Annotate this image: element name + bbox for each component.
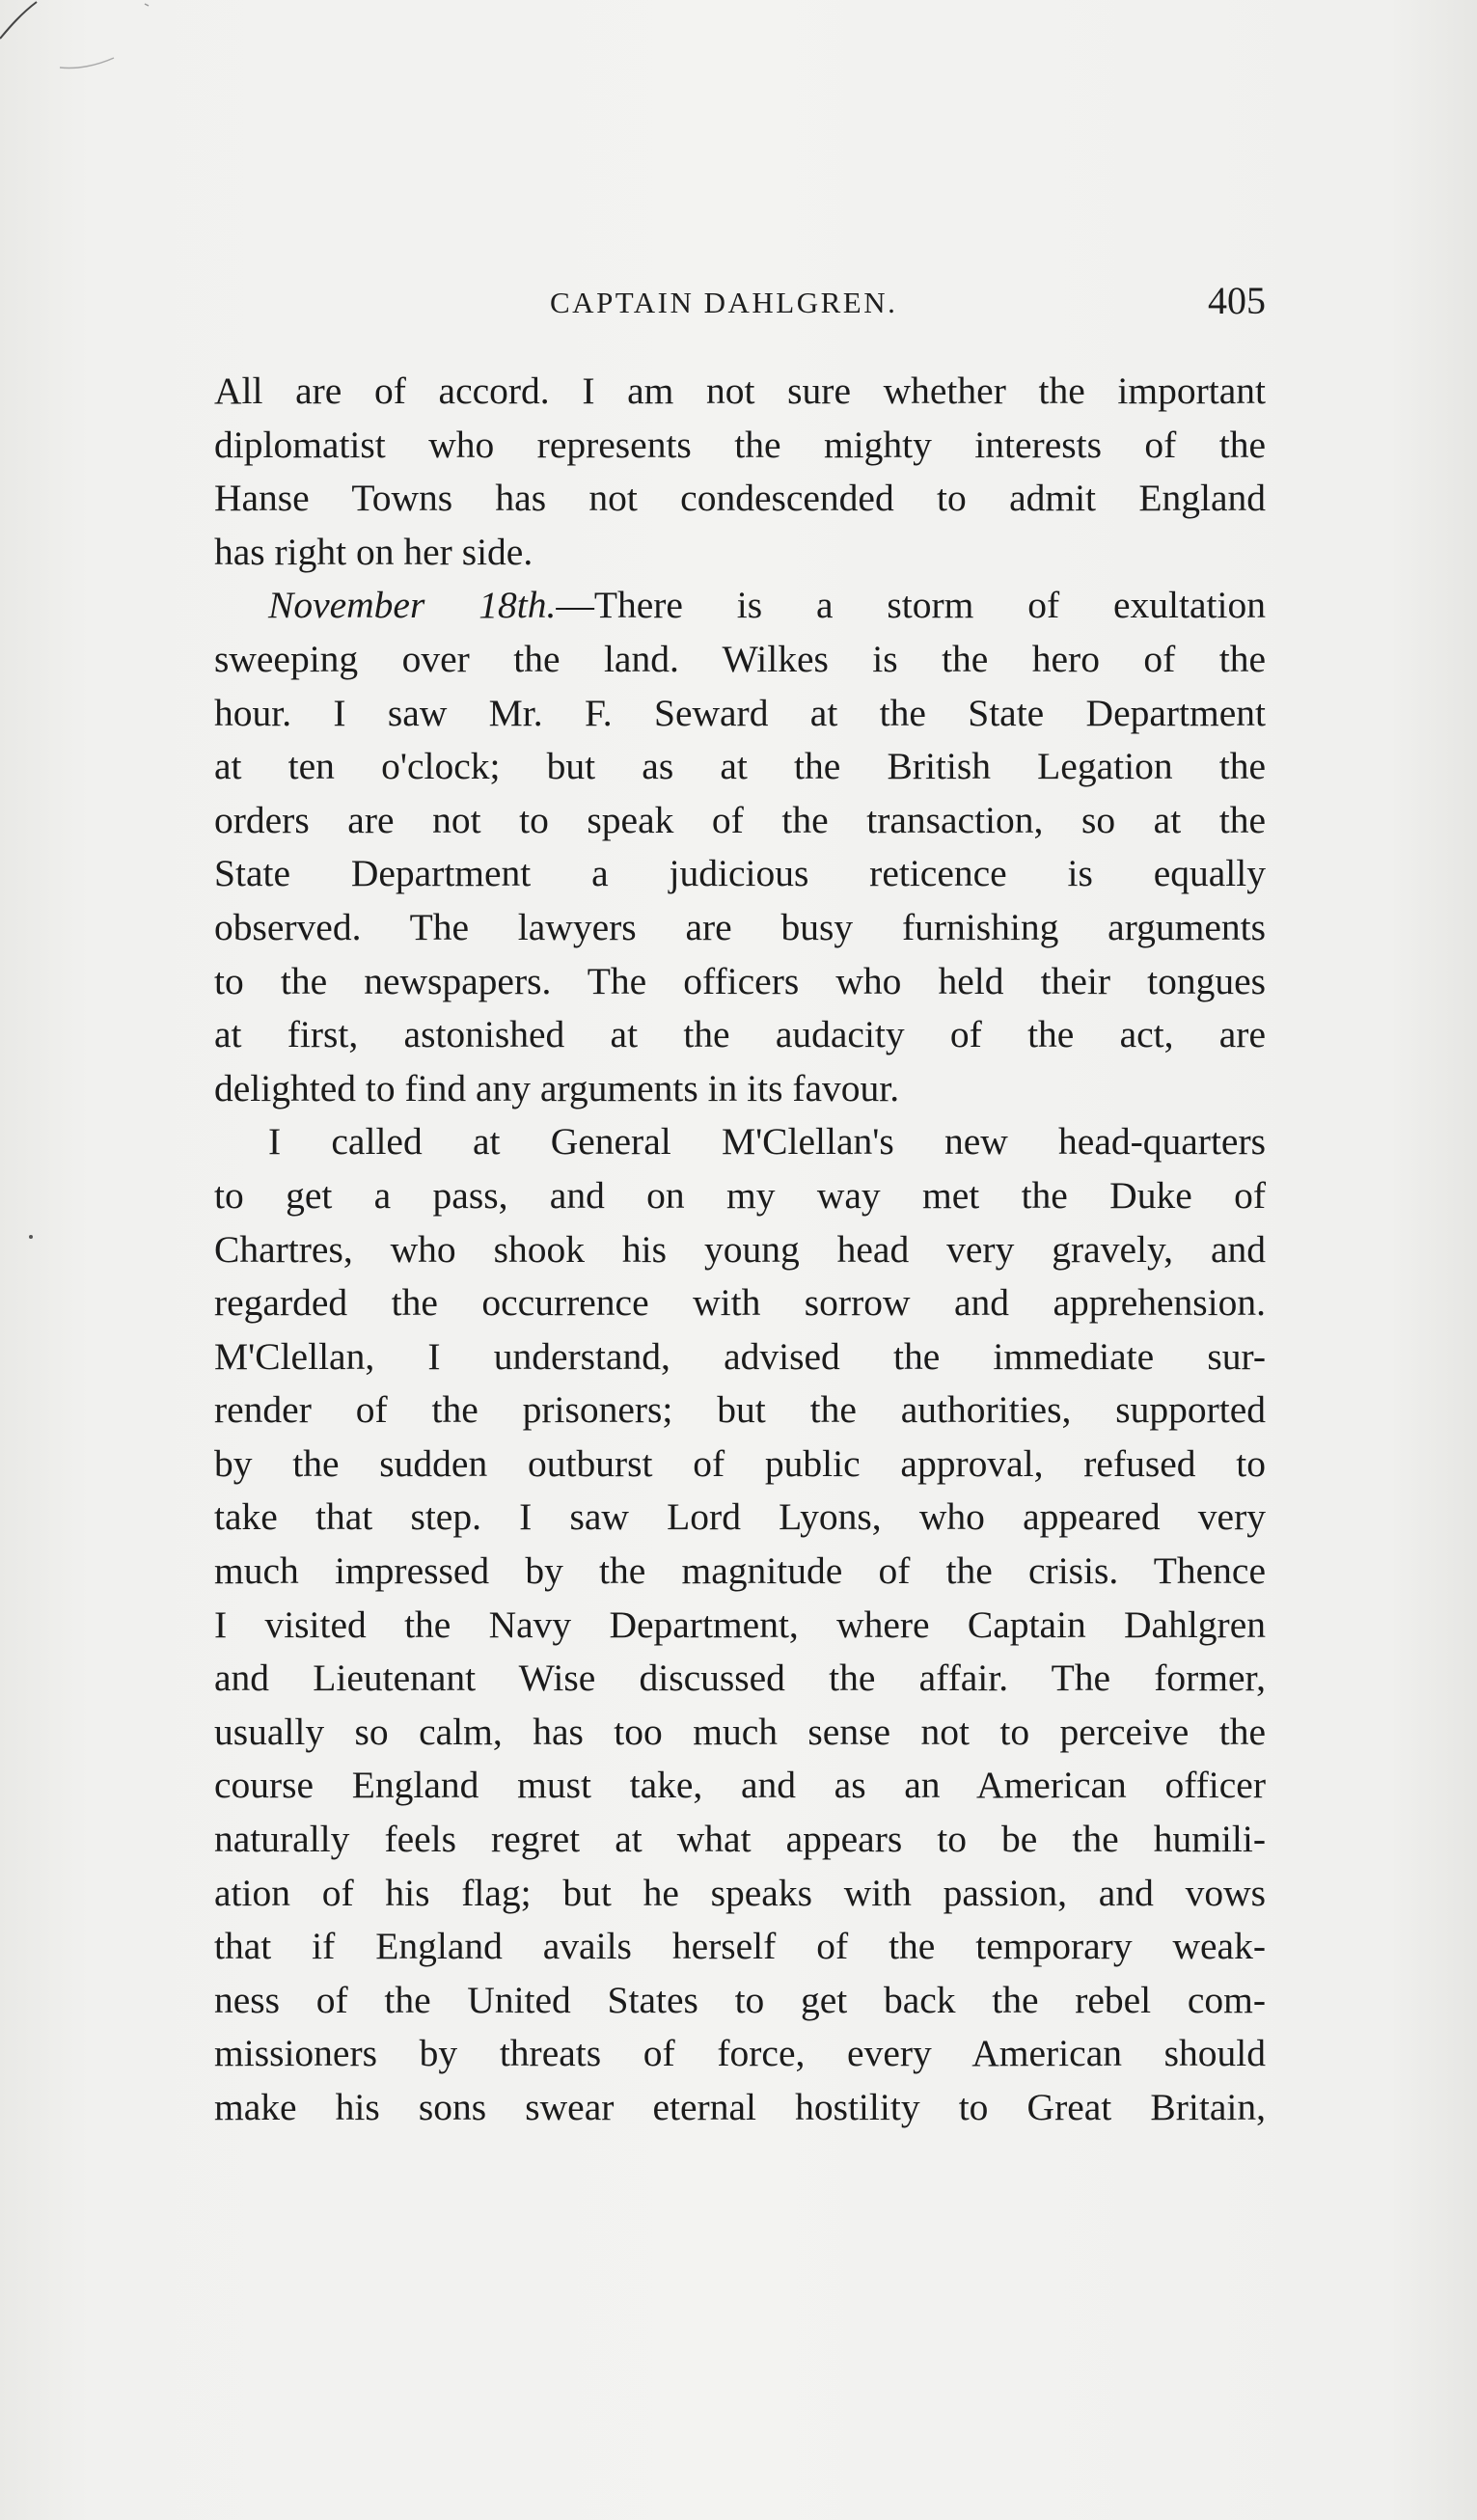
- text-line: I visited the Navy Department, where Captain Dahlgren: [214, 1602, 1266, 1646]
- text-line: missioners by threats of force, every American should: [214, 2032, 1266, 2075]
- text-line: much impressed by the magnitude of the crisis. Thence: [214, 1549, 1266, 1593]
- print-speck: [29, 1235, 33, 1239]
- text-line: to get a pass, and on my way met the Duke of: [214, 1173, 1266, 1217]
- text-line: regarded the occurrence with sorrow and apprehension.: [214, 1281, 1266, 1325]
- text-line: naturally feels regret at what appears to be the humili-: [214, 1818, 1266, 1861]
- entry-text: —There is a storm of exultation: [556, 584, 1266, 627]
- text-line: at first, astonished at the audacity of the act, are: [214, 1013, 1266, 1056]
- text-line: Chartres, who shook his young head very gravely, and: [214, 1227, 1266, 1271]
- text-line: Hanse Towns has not condescended to admit England: [214, 477, 1266, 520]
- text-line: hour. I saw Mr. F. Seward at the State Department: [214, 691, 1266, 734]
- body-text: [214, 365, 1266, 2135]
- paragraph-2: [214, 579, 1266, 1115]
- running-title: CAPTAIN DAHLGREN.: [550, 286, 898, 319]
- text-line: take that step. I saw Lord Lyons, who appeared very: [214, 1495, 1266, 1539]
- text-line: ation of his flag; but he speaks with passion, and vows: [214, 1871, 1266, 1914]
- text-line: has right on her side.: [214, 530, 533, 573]
- text-line: M'Clellan, I understand, advised the immediate sur-: [214, 1334, 1266, 1378]
- text-line: at ten o'clock; but as at the British Legation the: [214, 745, 1266, 788]
- text-line: and Lieutenant Wise discussed the affair. The former,: [214, 1657, 1266, 1700]
- text-line: ness of the United States to get back the rebel com-: [214, 1978, 1266, 2021]
- text-line: delighted to find any arguments in its favour.: [214, 1066, 900, 1109]
- entry-month: November: [268, 584, 425, 627]
- text-line: diplomatist who represents the mighty interests of the: [214, 423, 1266, 466]
- paragraph-3: [214, 1115, 1266, 2134]
- text-line: orders are not to speak of the transaction, so at the: [214, 798, 1266, 841]
- dated-entry-line: [214, 579, 1266, 633]
- text-line: usually so calm, has too much sense not to perceive the: [214, 1710, 1266, 1753]
- page-corner-mark: [0, 0, 154, 77]
- text-line: render of the prisoners; but the authorities, supported: [214, 1388, 1266, 1432]
- paragraph-1: [214, 365, 1266, 579]
- running-head: [214, 278, 1266, 326]
- text-line: course England must take, and as an American officer: [214, 1764, 1266, 1807]
- text-line: sweeping over the land. Wilkes is the hero of the: [214, 637, 1266, 680]
- text-line: State Department a judicious reticence is equally: [214, 852, 1266, 895]
- entry-day: 18th.: [424, 584, 557, 627]
- text-line: that if England avails herself of the temporary weak-: [214, 1925, 1266, 1968]
- text-line: by the sudden outburst of public approval, refused to: [214, 1441, 1266, 1485]
- text-line: All are of accord. I am not sure whether the important: [214, 370, 1266, 412]
- text-line: to the newspapers. The officers who held their tongues: [214, 959, 1266, 1002]
- text-line: make his sons swear eternal hostility to Great Britain,: [214, 2086, 1266, 2128]
- page-number: 405: [1208, 279, 1266, 322]
- text-line: I called at General M'Clellan's new head-quarters: [268, 1120, 1266, 1164]
- text-line: observed. The lawyers are busy furnishing arguments: [214, 905, 1266, 948]
